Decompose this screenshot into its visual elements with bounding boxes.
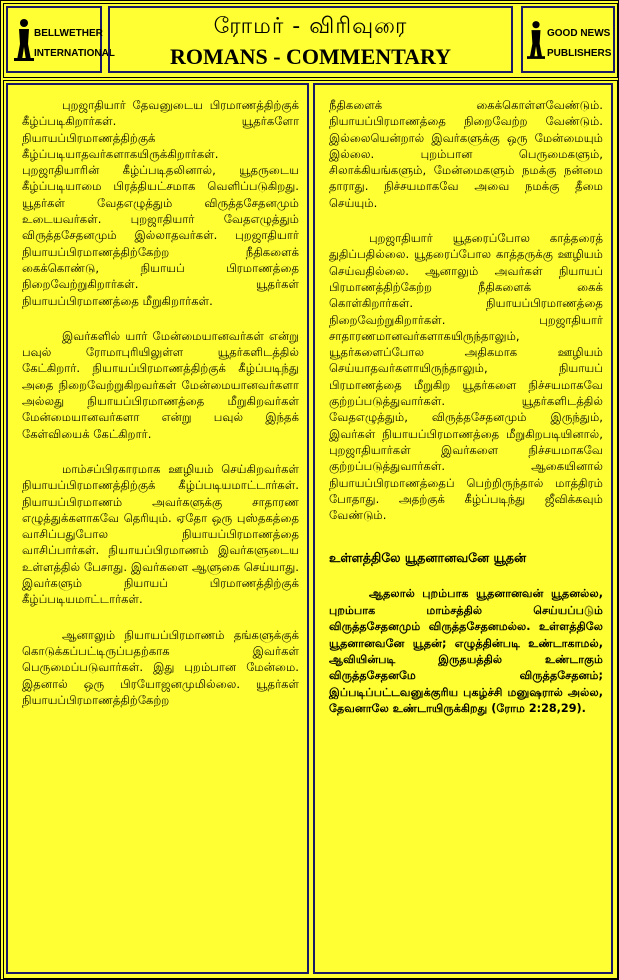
- left-paragraph-3: மாம்சப்பிரகாரமாக ஊழியம் செய்கிறவர்கள் நியாயப்பிரமாணத்திற்குக் கீழ்ப்படியமாட்டார்கள். நியாயப்பிரமாணம் அவர்களுக்கு சாதாரண எழுத்துக்களாகவே தெரியும். ஏதோ ஒரு புஸ்தகத்தை வாசிப்பதுபோல நியாயப்பிரமாணத்தை வாசிப்பார்கள். நியாயப்பிரமாணம் இவர்களுடைய உள்ளத்தில் பேசாது. இவர்களை ஆளுகை செய்யாது. இவர்களும் நியாயப் பிரமாணத்திற்குக் கீழ்ப்படியமாட்டார்கள்.: [22, 461, 299, 607]
- left-paragraph-1: புறஜாதியார் தேவனுடைய பிரமாணத்திற்குக் கீழ்ப்படிகிறார்கள். யூதர்களோ நியாயப்பிரமாணத்திற்குக் கீழ்ப்படியாதவர்களாகயிருக்கிறார்கள். புறஜாதியாரின் கீழ்ப்படிதலினால், யூதருடைய கீழ்ப்படியாமை பிரத்தியட்சமாக வெளிப்படுகிறது. யூதர்கள் வேதஎழுத்தும் விருத்தசேதனமும் உடையவர்கள். புறஜாதியார் வேதஎழுத்தும் விருத்தசேதனமும் இல்லாதவர்கள். புறஜாதியார் நியாயப்பிரமாணத்திற்கேற்ற நீதிகளைக் கைக்கொண்டு, நியாயப் பிரமாணத்தை நிறைவேற்றுகிறார்கள். யூதர்கள் நியாயப்பிரமாணத்தை மீறுகிறார்கள்.: [22, 98, 299, 308]
- page-title-tamil: ரோமர் - விரிவுரை: [213, 14, 408, 39]
- right-paragraph-1: நீதிகளைக் கைக்கொள்ளவேண்டும். நியாயப்பிரமாணத்தை நிறைவேற்ற வேண்டும். இல்லையென்றால் இவர்களுக்கு ஒரு மேன்மையும் இல்லை. புறம்பான பெருமைகளும், சிலாக்கியங்களும், மேன்மைகளும் நமக்கு நன்மை தாராது. நிச்சயமாகவே அவை நமக்கு தீமை செய்யும்.: [329, 98, 603, 210]
- person-icon: [14, 18, 34, 62]
- scripture-quote: ஆதலால் புறம்பாக யூதனானவன் யூதனல்ல, புறம்பாக மாம்சத்தில் செய்யப்படும் விருத்தசேதனமும் விருத்தசேதனமல்ல. உள்ளத்திலே யூதனானவனே யூதன்; எழுத்தின்படி உண்டாகாமல், ஆவியின்படி இருதயத்தில் உண்டாகும் விருத்தசேதனமே விருத்தசேதனம்; இப்படிப்பட்டவனுக்குரிய புகழ்ச்சி மனுஷரால் அல்ல, தேவனாலே உண்டாயிருக்கிறது (ரோம 2:28,29).: [329, 587, 603, 716]
- good-news-logo-line2: PUBLISHERS: [547, 48, 612, 59]
- good-news-logo: [521, 6, 615, 73]
- page-title-english: ROMANS - COMMENTARY: [169, 44, 452, 69]
- section-heading: உள்ளத்திலே யூதனானவனே யூதன்: [329, 550, 527, 566]
- bellwether-logo-line2: INTERNATIONAL: [34, 48, 115, 59]
- bellwether-logo-line1: BELLWETHER: [34, 28, 103, 39]
- person-icon: [527, 20, 545, 60]
- bellwether-logo: [6, 6, 115, 73]
- right-column: [313, 83, 613, 974]
- columns-area: [3, 80, 618, 979]
- left-paragraph-4: ஆனாலும் நியாயப்பிரமாணம் தங்களுக்குக் கொடுக்கப்பட்டிருப்பதற்காக இவர்கள் பெருமைப்படுவார்கள். இது புறம்பான மேன்மை. இதனால் ஒரு பிரயோஜனமுமில்லை. யூதர்கள் நியாயப்பிரமாணத்திற்கேற்ற: [22, 627, 299, 707]
- left-column: [6, 83, 309, 974]
- header-band: [3, 3, 618, 78]
- right-paragraph-2: புறஜாதியார் யூதரைப்போல காத்தரைத் துதிப்பதில்லை. யூதரைப்போல காத்தருக்கு ஊழியம் செய்வதில்லை. ஆனாலும் அவர்கள் நியாயப் பிரமாணத்திற்கேற்ற நீதிகளைக் கைக் கொள்கிறார்கள். நியாயப்பிரமாணத்தை நிறைவேற்றுகிறார்கள். புறஜாதியார் சாதாரணமானவர்களாகயிருந்தாலும், யூதர்களைப்போல அதிகமாக ஊழியம் செய்யாதவர்களாயிருந்தாலும், நியாயப் பிரமாணத்தை மீறுகிற யூதர்களை நிச்சயமாகவே குற்றப்படுத்துவார்கள். யூதர்களிடத்தில் வேதஎழுத்தும், விருத்தசேதனமும் இருந்தும், இவர்கள் நியாயப்பிரமாணத்தை மீறுகிறபடியினால், புறஜாதியார்கள் இவர்களை நிச்சயமாகவே குற்றப்படுத்துவார்கள். ஆகையினால் நியாயப்பிரமாணத்தைப் பெற்றிருந்தால் மாத்திரம் போதாது. அதற்குக் கீழ்ப்படிந்து ஜீவிக்கவும் வேண்டும்.: [329, 231, 603, 523]
- left-paragraph-2: இவர்களில் யார் மேன்மையானவர்கள் என்று பவுல் ரோமாபுரியிலுள்ள யூதர்களிடத்தில் கேட்கிறார். நியாயப்பிரமாணத்திற்குக் கீழ்ப்படிந்து அதை நிறைவேற்றுகிறவர்கள் மேன்மையானவர்களா அல்லது நியாயப்பிரமாணத்தை மீறுகிறவர்கள் மேன்மையானவர்களா என்று பவுல் இந்தக் கேள்வியைக் கேட்கிறார்.: [22, 328, 299, 441]
- title-block: [108, 6, 513, 73]
- good-news-logo-line1: GOOD NEWS: [547, 28, 611, 39]
